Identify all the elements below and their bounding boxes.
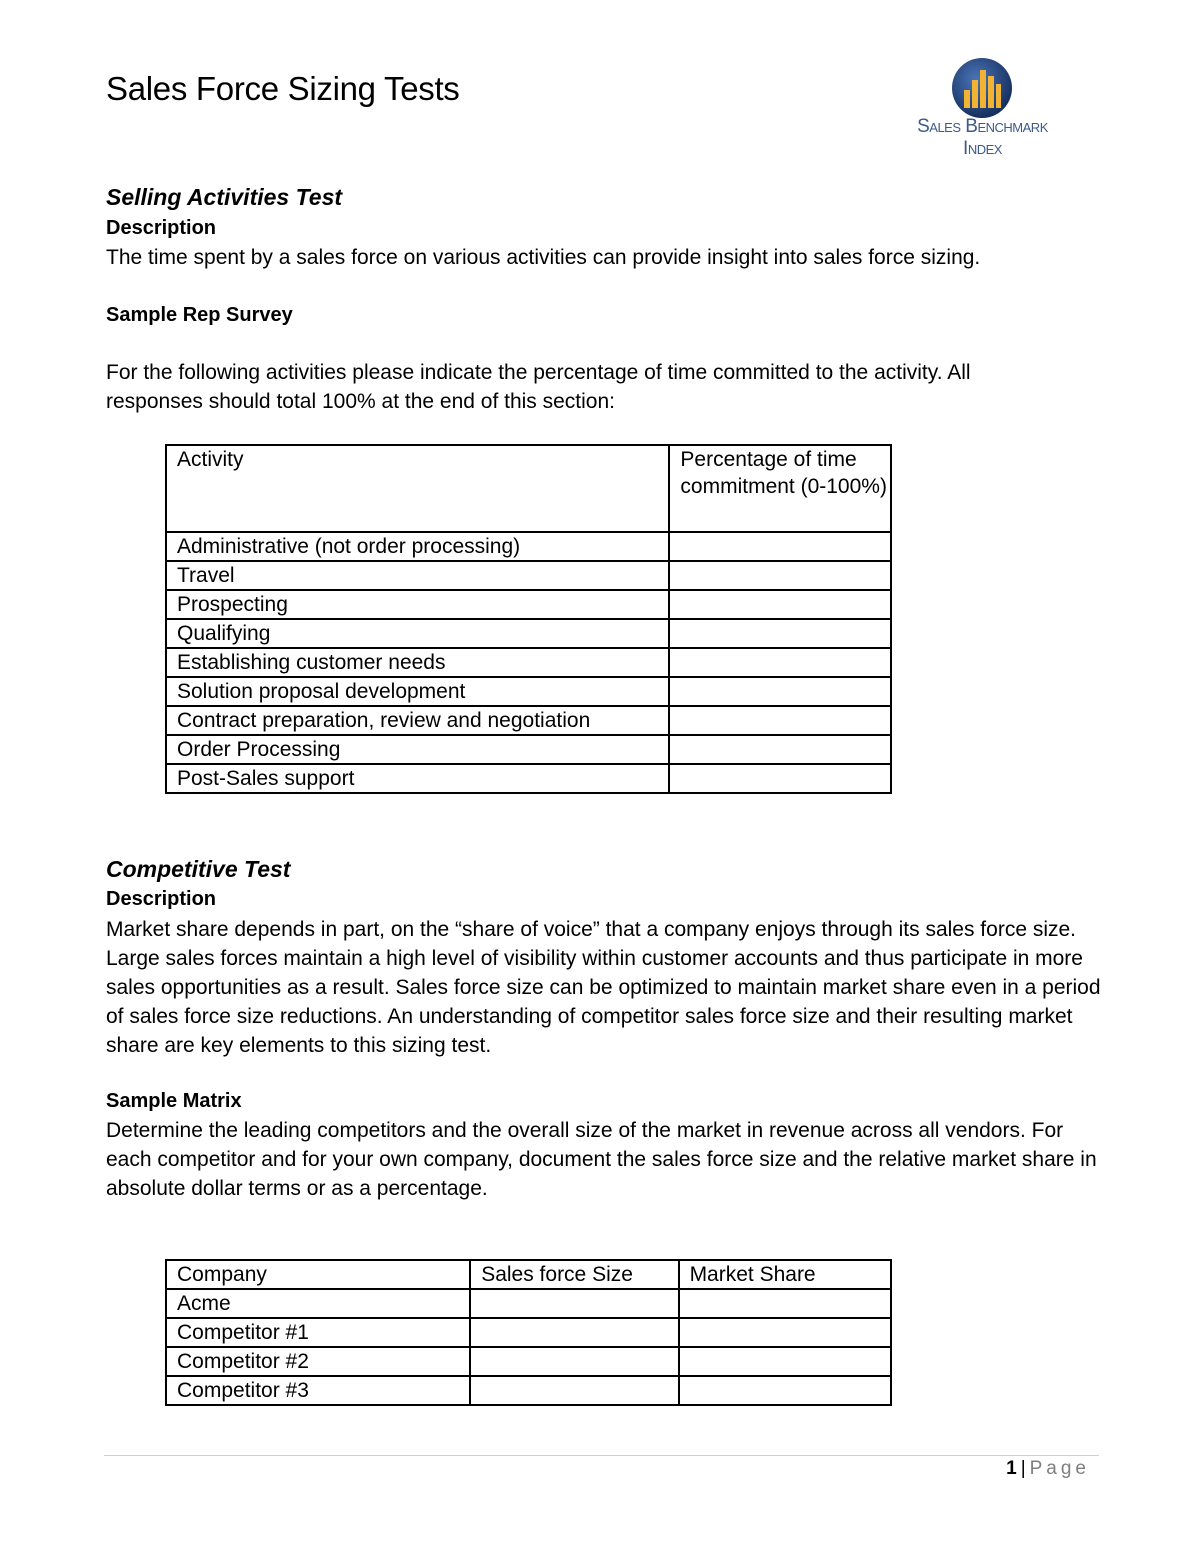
activity-cell: Post-Sales support xyxy=(166,764,669,793)
document-title: Sales Force Sizing Tests xyxy=(106,70,460,107)
table-row xyxy=(166,1318,891,1347)
percentage-cell[interactable] xyxy=(669,735,891,764)
matrix-description: Determine the leading competitors and the overall size of the market in revenue across all vendors. For each competitor and for your own company, document the sales force size and the relative market share in absolute dollar terms or as a percentage. xyxy=(106,1119,1097,1200)
table-row xyxy=(166,706,891,735)
market-share-cell[interactable] xyxy=(679,1376,891,1405)
table-row xyxy=(166,764,891,793)
activity-cell: Solution proposal development xyxy=(166,677,669,706)
percentage-cell[interactable] xyxy=(669,619,891,648)
selling-test-title: Selling Activities Test xyxy=(106,184,343,210)
table-row xyxy=(166,561,891,590)
percentage-cell[interactable] xyxy=(669,561,891,590)
company-cell: Acme xyxy=(166,1289,470,1318)
table-header-market-share: Market Share xyxy=(679,1260,891,1289)
competitive-test-title: Competitive Test xyxy=(106,856,291,882)
table-header-company: Company xyxy=(166,1260,470,1289)
competitive-description: Market share depends in part, on the “share of voice” that a company enjoys through its sales force size. Large sales forces maintain a high level of visibility within customer accounts and thus participate in more sales opportunities as a result. Sales force size can be optimized to maintain market share even in a period of sales force size reductions. An understanding of competitor sales force size and their resulting market share are key elements to this sizing test. xyxy=(106,918,1101,1057)
market-share-cell[interactable] xyxy=(679,1289,891,1318)
percentage-cell[interactable] xyxy=(669,706,891,735)
page-separator: | xyxy=(1020,1458,1026,1479)
page-number: 1 xyxy=(1006,1458,1017,1479)
table-row xyxy=(166,677,891,706)
competitor-table xyxy=(165,1259,892,1406)
table-row xyxy=(166,1289,891,1318)
activity-cell: Order Processing xyxy=(166,735,669,764)
company-cell: Competitor #2 xyxy=(166,1347,470,1376)
activity-cell: Establishing customer needs xyxy=(166,648,669,677)
sales-force-size-cell[interactable] xyxy=(470,1318,678,1347)
percentage-cell[interactable] xyxy=(669,764,891,793)
table-header-percentage: Percentage of time commitment (0-100%) xyxy=(669,445,891,532)
page-word: Page xyxy=(1029,1458,1090,1479)
survey-label: Sample Rep Survey xyxy=(106,304,293,326)
table-row xyxy=(166,590,891,619)
competitive-description-label: Description xyxy=(106,888,217,910)
bar-chart-logo-icon xyxy=(950,56,1014,120)
market-share-cell[interactable] xyxy=(679,1347,891,1376)
company-cell: Competitor #3 xyxy=(166,1376,470,1405)
table-row xyxy=(166,1376,891,1405)
activity-cell: Administrative (not order processing) xyxy=(166,532,669,561)
activity-cell: Qualifying xyxy=(166,619,669,648)
company-logo xyxy=(900,56,1065,159)
percentage-cell[interactable] xyxy=(669,648,891,677)
sales-force-size-cell[interactable] xyxy=(470,1376,678,1405)
sales-force-size-cell[interactable] xyxy=(470,1347,678,1376)
table-header-sales-force-size: Sales force Size xyxy=(470,1260,678,1289)
percentage-cell[interactable] xyxy=(669,532,891,561)
page-footer xyxy=(1006,1458,1090,1480)
table-header-row xyxy=(166,1260,891,1289)
activity-table xyxy=(165,444,892,794)
percentage-cell[interactable] xyxy=(669,590,891,619)
logo-text: Sales Benchmark Index xyxy=(917,116,1048,159)
table-header-row xyxy=(166,445,891,532)
sales-force-size-cell[interactable] xyxy=(470,1289,678,1318)
table-row xyxy=(166,619,891,648)
activity-cell: Prospecting xyxy=(166,590,669,619)
company-cell: Competitor #1 xyxy=(166,1318,470,1347)
table-row xyxy=(166,648,891,677)
survey-instructions: For the following activities please indicate the percentage of time committed to the activity. All responses should total 100% at the end of this section: xyxy=(106,361,971,413)
footer-divider xyxy=(104,1455,1099,1456)
table-row xyxy=(166,532,891,561)
table-row xyxy=(166,735,891,764)
market-share-cell[interactable] xyxy=(679,1318,891,1347)
activity-cell: Travel xyxy=(166,561,669,590)
percentage-cell[interactable] xyxy=(669,677,891,706)
matrix-label: Sample Matrix xyxy=(106,1090,242,1112)
selling-description-label: Description xyxy=(106,217,217,239)
activity-cell: Contract preparation, review and negotiation xyxy=(166,706,669,735)
selling-description: The time spent by a sales force on various activities can provide insight into sales force sizing. xyxy=(106,246,981,269)
table-header-activity: Activity xyxy=(166,445,669,532)
table-row xyxy=(166,1347,891,1376)
